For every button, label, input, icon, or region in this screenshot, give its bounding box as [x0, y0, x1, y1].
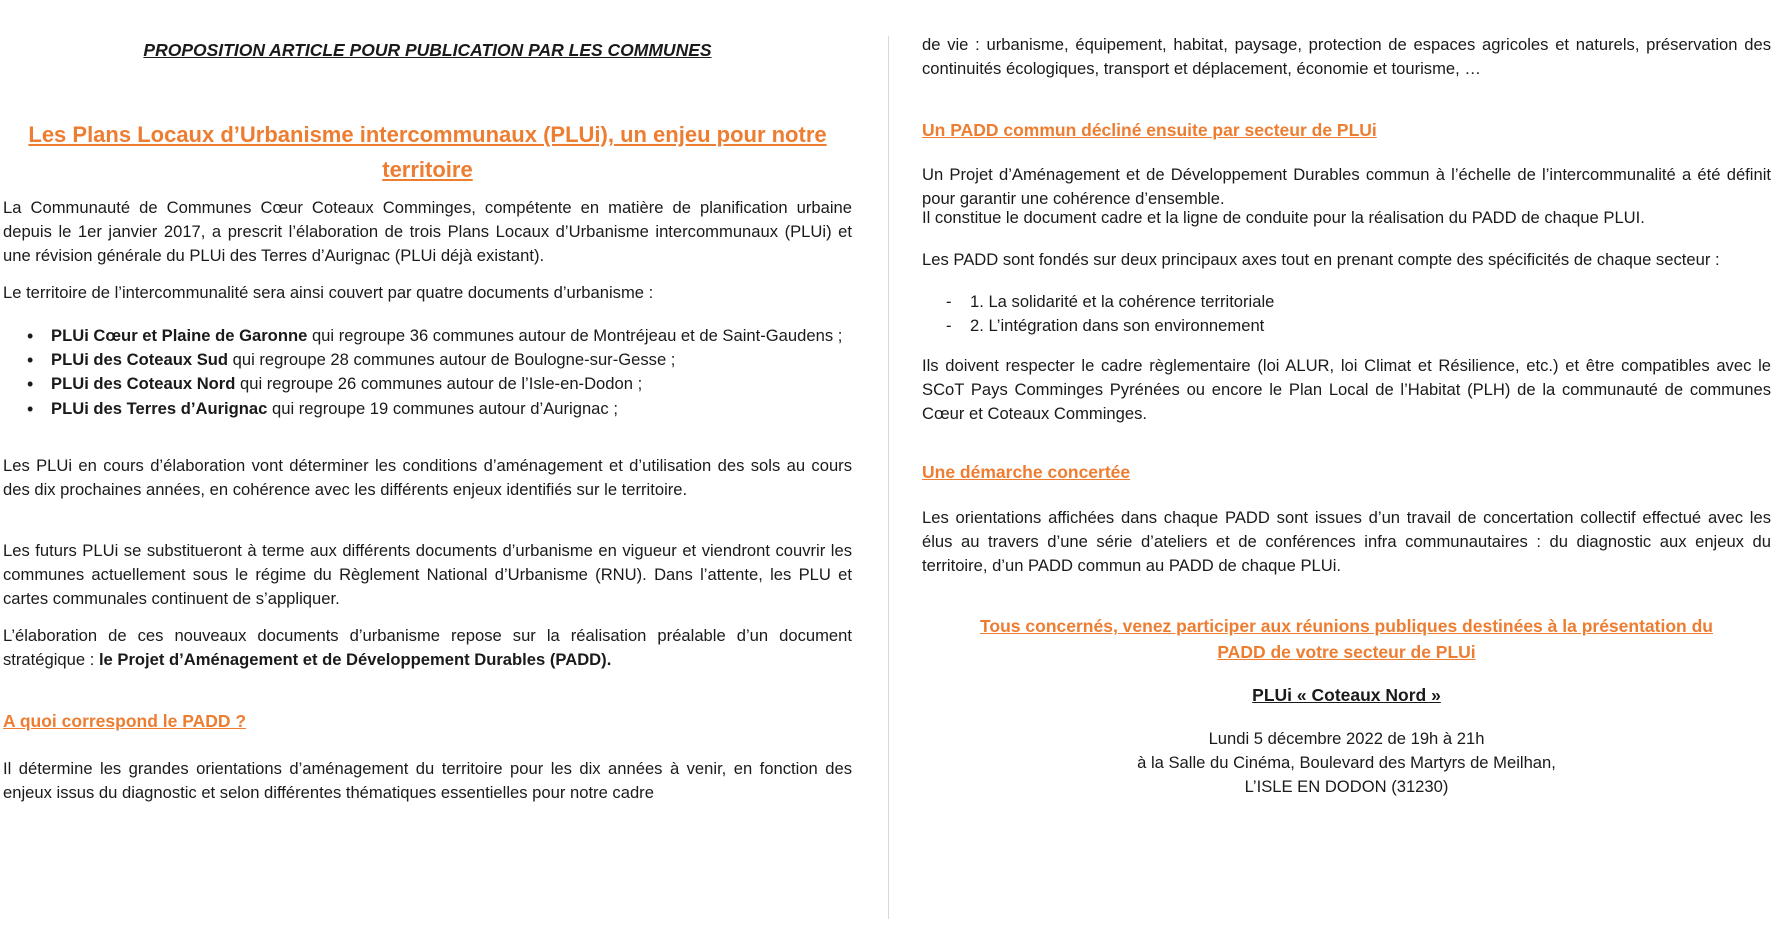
event-title: PLUi « Coteaux Nord »	[1252, 685, 1441, 705]
plui-list	[3, 324, 852, 421]
section-heading-padd: A quoi correspond le PADD ?	[3, 711, 247, 731]
call-to-action	[922, 613, 1771, 665]
regulation-paragraph: Ils doivent respecter le cadre règlementaire (loi ALUR, loi Climat et Résilience, etc.) et être compatibles avec le SCoT Pays Comminges Pyrénées ou encore le Plan Local de l’Habitat (PLH) de la communauté de communes Cœur et Coteaux Comminges.	[922, 356, 1771, 424]
common-padd-paragraph: Un Projet d’Aménagement et de Développement Durables commun à l’échelle de l’intercommunalité a été définit pour garantir une cohérence d’ensemble.	[922, 165, 1771, 209]
event-details	[922, 727, 1771, 800]
document-kicker: PROPOSITION ARTICLE POUR PUBLICATION PAR LES COMMUNES	[143, 40, 712, 60]
plui-description: qui regroupe 36 communes autour de Montréjeau et de Saint-Gaudens ;	[307, 326, 843, 345]
call-to-action-line-2: PADD de votre secteur de PLUi	[1217, 642, 1476, 662]
axes-list	[922, 290, 1771, 338]
plui-name: PLUi des Coteaux Nord	[51, 374, 236, 394]
section-heading-common-padd: Un PADD commun décliné ensuite par secteur de PLUi	[922, 120, 1377, 140]
section-heading-concertation: Une démarche concertée	[922, 462, 1131, 482]
axes-intro-paragraph: Les PADD sont fondés sur deux principaux axes tout en prenant compte des spécificités de chaque secteur :	[922, 250, 1720, 269]
call-to-action-line-1: Tous concernés, venez participer aux réunions publiques destinées à la présentation du	[980, 616, 1713, 636]
list-item	[3, 324, 852, 348]
padd-intro-bold: le Projet d’Aménagement et de Développement Durables (PADD).	[98, 650, 612, 670]
padd-intro-paragraph	[3, 624, 852, 672]
padd-intro-text: L’élaboration de ces nouveaux documents d’urbanisme repose sur la réalisation préalable d’un document stratégique :	[3, 626, 852, 670]
column-divider	[888, 36, 889, 919]
list-item: - 1. La solidarité et la cohérence territoriale	[922, 290, 1771, 314]
plui-purpose-paragraph: Les PLUi en cours d’élaboration vont déterminer les conditions d’aménagement et d’utilisation des sols au cours des dix prochaines années, en cohérence avec les différents enjeux identifiés sur le territoire.	[3, 456, 852, 500]
padd-definition-continued: de vie : urbanisme, équipement, habitat, paysage, protection de espaces agricoles et naturels, préservation des continuités écologiques, transport et déplacement, économie et tourisme, …	[922, 35, 1771, 79]
event-venue: à la Salle du Cinéma, Boulevard des Martyrs de Meilhan,	[1137, 753, 1556, 773]
padd-definition-paragraph: Il détermine les grandes orientations d’aménagement du territoire pour les dix années à venir, en fonction des enjeux issus du diagnostic et selon différentes thématiques essentielles pour notre cadre	[3, 759, 852, 803]
plui-name: PLUi des Coteaux Sud	[51, 350, 229, 370]
plui-description: qui regroupe 28 communes autour de Boulogne-sur-Gesse ;	[228, 350, 676, 370]
article-title-line-1: Les Plans Locaux d’Urbanisme intercommunaux (PLUi), un enjeu pour notre	[28, 122, 827, 147]
event-date: Lundi 5 décembre 2022 de 19h à 21h	[1208, 729, 1485, 748]
event-city: L’ISLE EN DODON (31230)	[1244, 777, 1449, 797]
plui-name: PLUi Cœur et Plaine de Garonne	[51, 326, 308, 345]
list-item: - 2. L’intégration dans son environnement	[922, 314, 1771, 338]
plui-substitution-paragraph: Les futurs PLUi se substitueront à terme aux différents documents d’urbanisme en vigueur et viendront couvrir les communes actuellement sous le régime du Règlement National d’Urbanisme (RNU). Dans l’attente, les PLU et cartes communales continuent de s’appliquer.	[3, 541, 852, 609]
intro-paragraph: La Communauté de Communes Cœur Coteaux Comminges, compétente en matière de planification urbaine depuis le 1er janvier 2017, a prescrit l’élaboration de trois Plans Locaux d’Urbanisme intercommunaux (PLUi) et une révision générale du PLUi des Terres d’Aurignac (PLUi déjà existant).	[3, 198, 852, 266]
list-item	[3, 372, 852, 396]
concertation-paragraph: Les orientations affichées dans chaque PADD sont issues d’un travail de concertation collectif effectué avec les élus au travers d’une série d’ateliers et de conférences infra communautaires : du diagnostic aux enjeux du territoire, d’un PADD commun au PADD de chaque PLUi.	[922, 508, 1771, 576]
plui-name: PLUi des Terres d’Aurignac	[51, 398, 268, 418]
article-title-line-2: territoire	[382, 157, 473, 182]
article-title	[3, 117, 852, 187]
list-item	[3, 397, 852, 421]
plui-description: qui regroupe 26 communes autour de l’Isle-en-Dodon ;	[235, 374, 643, 394]
framework-paragraph: Il constitue le document cadre et la ligne de conduite pour la réalisation du PADD de chaque PLUI.	[922, 208, 1645, 227]
list-item	[3, 348, 852, 372]
territory-paragraph: Le territoire de l’intercommunalité sera ainsi couvert par quatre documents d’urbanisme :	[3, 283, 654, 302]
plui-description: qui regroupe 19 communes autour d’Aurignac ;	[267, 398, 618, 418]
